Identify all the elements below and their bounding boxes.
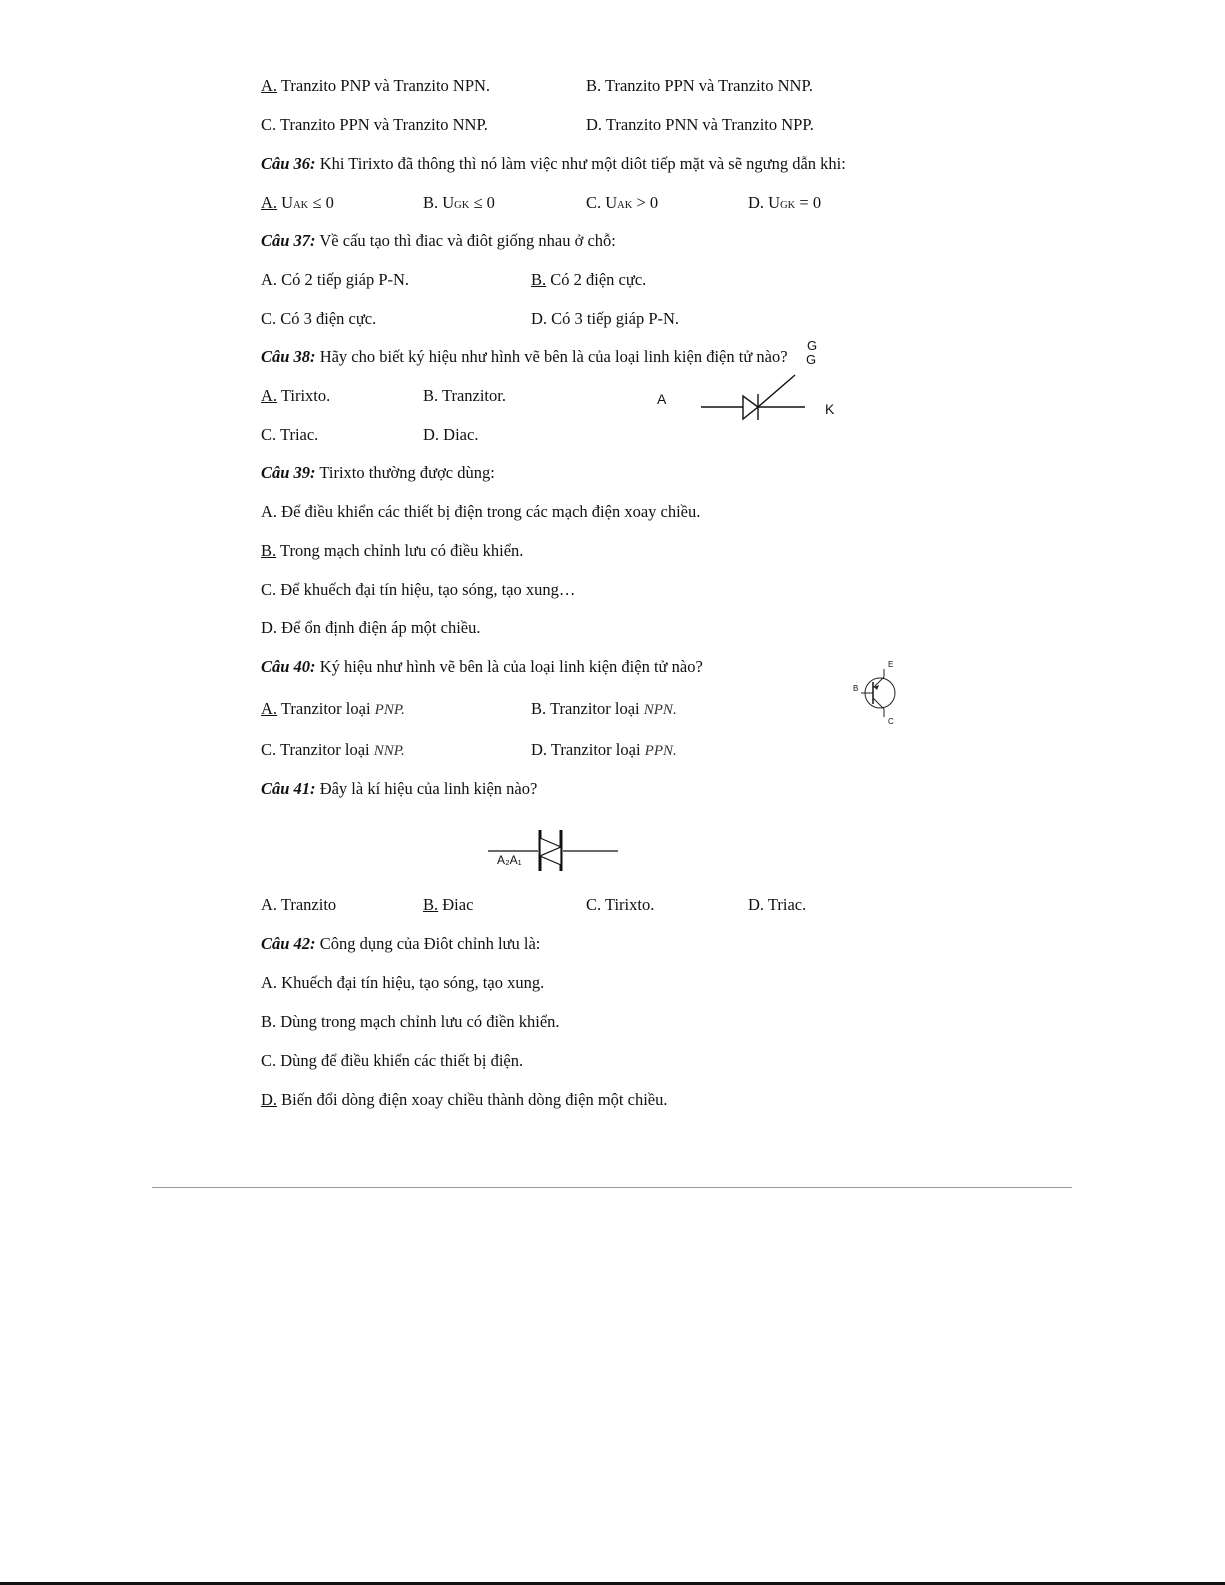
q36-option-b <box>423 193 495 216</box>
q41-label: Câu 41: <box>261 779 316 798</box>
transistor-symbol <box>850 660 910 726</box>
q36-option-d-pre: D. U <box>748 193 781 212</box>
thyristor-cathode-label: K <box>825 401 835 417</box>
q42-answer-key: D. <box>261 1090 278 1109</box>
q41-option-b-text: Điac <box>438 895 474 914</box>
q42-option-d <box>261 1090 667 1110</box>
q36-answer-key: A. <box>261 193 278 212</box>
q37-option-b <box>531 270 646 290</box>
transistor-base-label: B <box>853 684 859 693</box>
q35-option-a-text: Tranzito PNP và Tranzito NPN. <box>277 76 491 95</box>
q40-answer-key: A. <box>261 699 278 718</box>
q36-option-a-sub: AK <box>293 200 309 211</box>
q38-option-c: C. Triac. <box>261 425 319 444</box>
q35-answer-key: A. <box>261 76 278 95</box>
q41-question <box>261 779 537 799</box>
q36-option-c-pre: C. U <box>586 193 618 212</box>
q40-option-b <box>531 699 677 720</box>
q36-option-b-post: ≤ 0 <box>469 193 495 212</box>
thyristor-gate-mark <box>804 351 820 367</box>
diac-symbol <box>488 825 623 875</box>
q37-text: Về cấu tạo thì điac và điôt giống nhau ở chỗ: <box>315 231 616 250</box>
q42-option-d-text: Biến đổi dòng điện xoay chiều thành dòng điện một chiều. <box>277 1090 668 1109</box>
q41-option-a: A. Tranzito <box>261 895 337 914</box>
q37-question <box>261 231 616 251</box>
thyristor-symbol <box>645 338 845 430</box>
diac-terminal-label: A₂A₁ <box>497 853 522 867</box>
q38-answer-key: A. <box>261 386 278 405</box>
q35-option-b: B. Tranzito PPN và Tranzito NNP. <box>586 76 813 95</box>
thyristor-gate-text: G <box>806 352 817 367</box>
q42-option-a: A. Khuếch đại tín hiệu, tạo sóng, tạo xung. <box>261 973 545 992</box>
q35-option-d: D. Tranzito PNN và Tranzito NPP. <box>586 115 814 134</box>
q38-option-a <box>261 386 330 406</box>
q40-option-b-value: NPN. <box>643 702 677 718</box>
q40-option-d-value: PPN. <box>644 743 677 759</box>
q42-option-b: B. Dùng trong mạch chỉnh lưu có điền khiển. <box>261 1012 560 1031</box>
q36-option-d <box>748 193 821 216</box>
thyristor-anode-label: A <box>657 391 667 407</box>
q40-option-a-text: Tranzitor loại <box>277 699 375 718</box>
transistor-emitter-label: E <box>888 660 894 669</box>
q40-option-d-text: D. Tranzitor loại <box>531 740 645 759</box>
q40-option-a-value: PNP. <box>374 702 405 718</box>
q36-option-a-post: ≤ 0 <box>308 193 334 212</box>
q42-label: Câu 42: <box>261 934 316 953</box>
q41-option-d: D. Triac. <box>748 895 807 914</box>
q41-option-c: C. Tirixto. <box>586 895 655 914</box>
q40-option-b-text: B. Tranzitor loại <box>531 699 644 718</box>
thyristor-gate-label: G <box>807 338 818 353</box>
q42-question <box>261 934 540 954</box>
q39-option-d: D. Để ổn định điện áp một chiều. <box>261 618 481 637</box>
q40-option-c-text: C. Tranzitor loại <box>261 740 374 759</box>
q41-option-b <box>423 895 473 915</box>
q41-answer-key: B. <box>423 895 439 914</box>
q40-label: Câu 40: <box>261 657 316 676</box>
q39-option-c: C. Để khuếch đại tín hiệu, tạo sóng, tạo xung… <box>261 580 576 599</box>
q40-question <box>261 657 703 677</box>
q36-question <box>261 154 846 174</box>
transistor-collector-label: C <box>888 717 894 726</box>
q38-question <box>261 347 788 367</box>
q42-option-c: C. Dùng để điều khiển các thiết bị điện. <box>261 1051 524 1070</box>
q39-label: Câu 39: <box>261 463 316 482</box>
q36-option-c-sub: AK <box>617 200 633 211</box>
q37-option-c: C. Có 3 điện cực. <box>261 309 377 328</box>
q39-question <box>261 463 495 483</box>
q35-option-c: C. Tranzito PPN và Tranzito NNP. <box>261 115 488 134</box>
q36-option-d-post: = 0 <box>795 193 822 212</box>
q40-option-c-value: NNP. <box>373 743 405 759</box>
q42-text: Công dụng của Điôt chỉnh lưu là: <box>315 934 541 953</box>
q36-option-b-pre: B. U <box>423 193 455 212</box>
page-divider <box>152 1187 1072 1188</box>
q37-option-d: D. Có 3 tiếp giáp P-N. <box>531 309 680 328</box>
q38-text: Hãy cho biết ký hiệu như hình vẽ bên là của loại linh kiện điện tử nào? <box>315 347 788 366</box>
q39-text: Tirixto thường được dùng: <box>315 463 495 482</box>
q36-option-a <box>261 193 334 216</box>
q40-option-c <box>261 740 405 761</box>
q37-option-b-text: Có 2 điện cực. <box>546 270 647 289</box>
q38-option-d: D. Diac. <box>423 425 479 444</box>
q36-option-c <box>586 193 658 216</box>
q41-text: Đây là kí hiệu của linh kiện nào? <box>315 779 538 798</box>
q36-option-c-post: > 0 <box>632 193 659 212</box>
q40-option-d <box>531 740 677 761</box>
q36-label: Câu 36: <box>261 154 316 173</box>
q39-answer-key: B. <box>261 541 277 560</box>
q39-option-b <box>261 541 523 561</box>
q40-option-a <box>261 699 405 720</box>
q36-option-a-pre: U <box>277 193 294 212</box>
q36-text: Khi Tirixto đã thông thì nó làm việc như một diôt tiếp mặt và sẽ ngưng dẫn khi: <box>315 154 846 173</box>
q36-option-b-sub: GK <box>454 200 470 211</box>
q38-label: Câu 38: <box>261 347 316 366</box>
q38-option-a-text: Tirixto. <box>277 386 331 405</box>
q37-label: Câu 37: <box>261 231 316 250</box>
q35-option-a <box>261 76 490 96</box>
q39-option-b-text: Trong mạch chỉnh lưu có điều khiển. <box>276 541 524 560</box>
q40-text: Ký hiệu như hình vẽ bên là của loại linh kiện điện tử nào? <box>315 657 703 676</box>
q36-option-d-sub: GK <box>780 200 796 211</box>
q38-option-b: B. Tranzitor. <box>423 386 506 405</box>
q37-option-a: A. Có 2 tiếp giáp P-N. <box>261 270 410 289</box>
q37-answer-key: B. <box>531 270 547 289</box>
q39-option-a: A. Để điều khiển các thiết bị điện trong các mạch điện xoay chiều. <box>261 502 701 521</box>
